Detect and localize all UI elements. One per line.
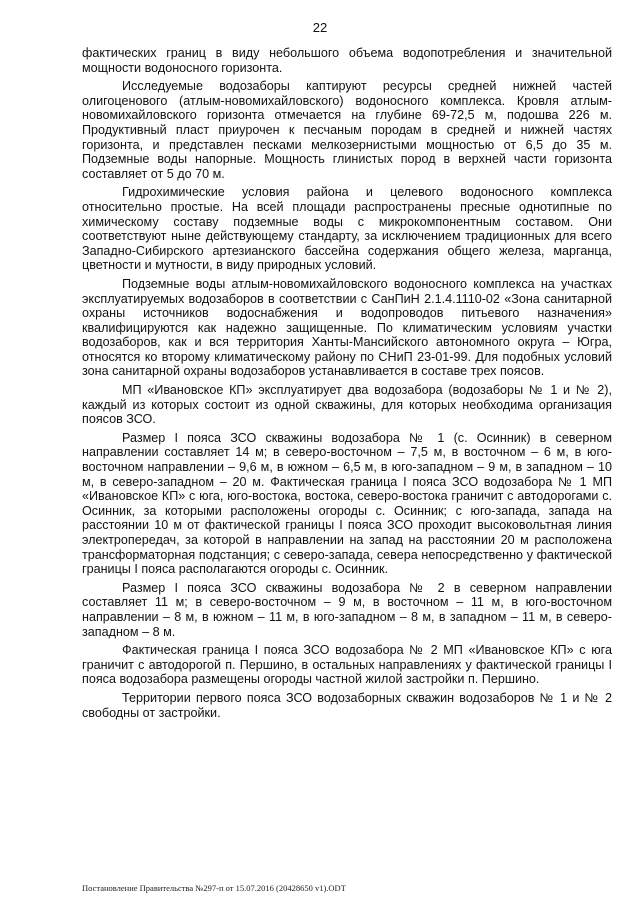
paragraph-8: Фактическая граница I пояса ЗСО водозабора № 2 МП «Ивановское КП» с юга граничит с автодорогой п. Першино, в остальных направлениях у фактической границы I пояса водозабора размещены огороды частной жилой застройки п. Першино. bbox=[82, 643, 612, 687]
paragraph-3: Гидрохимические условия района и целевого водоносного комплекса относительно простые. На всей площади распространены пресные однотипные по химическому составу подземные воды с микрокомпонентным составом. Они соответствуют ныне действующему стандарту, за исключением традиционных для всего Западно-Сибирского артезианского бассейна содержания общего железа, марганца, цветности и мутности, в виду природных условий. bbox=[82, 185, 612, 273]
paragraph-7: Размер I пояса ЗСО скважины водозабора № 2 в северном направлении составляет 11 м; в северо-восточном – 9 м, в восточном – 11 м, в юго-восточном направлении – 8 м, в южном – 11 м, в юго-западном – 8 м, в западном – 11 м, в северо-западном – 8 м. bbox=[82, 580, 612, 639]
paragraph-9: Территории первого пояса ЗСО водозаборных скважин водозаборов № 1 и № 2 свободны от застройки. bbox=[82, 690, 612, 720]
document-footer: Постановление Правительства №297-п от 15.07.2016 (20428650 v1).ODT bbox=[82, 883, 346, 893]
paragraph-5: МП «Ивановское КП» эксплуатирует два водозабора (водозаборы № 1 и № 2), каждый из которых состоит из одной скважины, для которых необходима организация поясов ЗСО. bbox=[82, 383, 612, 427]
page-number: 22 bbox=[312, 20, 328, 35]
paragraph-4: Подземные воды атлым-новомихайловского водоносного комплекса на участках эксплуатируемых водозаборов в соответствии с СанПиН 2.1.4.1110-02 «Зона санитарной охраны источников водоснабжения и водопроводов питьевого назначения» квалифицируются как надежно защищенные. По климатическим условиям участки водозаборов, как и вся территория Ханты-Мансийского автономного округа – Югра, относятся ко второму климатическому району по СНиП 23-01-99. Для подобных условий зона санитарной охраны водозаборов устанавливается в составе трех поясов. bbox=[82, 276, 612, 379]
paragraph-6: Размер I пояса ЗСО скважины водозабора № 1 (с. Осинник) в северном направлении составляет 14 м; в северо-восточном – 7,5 м, в восточном – 6 м, в юго-восточном направлении – 9,6 м, в южном – 6,5 м, в юго-западном – 9 м, в западном – 10 м, в северо-западном – 20 м. Фактическая граница I пояса ЗСО водозабора № 1 МП «Ивановское КП» с юга, юго-востока, востока, северо-востока граничит с автодорогами с. Осинник, за которыми расположены огороды с. Осинник; с юго-запада, запада на расстоянии 10 м от фактической границы I пояса ЗСО проходит высоковольтная линия электропередач, за которой в направлении на запад на расстоянии 20 м расположена трансформаторная подстанция; с северо-запада, севера непосредственно у фактической границы I пояса располагаются огороды с. Осинник. bbox=[82, 430, 612, 577]
paragraph-1: фактических границ в виду небольшого объема водопотребления и значительной мощности водоносного горизонта. bbox=[82, 46, 612, 75]
paragraph-2: Исследуемые водозаборы каптируют ресурсы средней нижней частей олигоценового (атлым-новомихайловского) водоносного комплекса. Кровля атлым-новомихайловского горизонта отмечается на глубине 69-72,5 м, подошва 226 м. Продуктивный пласт приурочен к песчаным породам в средней и нижней частях горизонта, и представлен песками мелкозернистыми мощностью от 6,5 до 35 м. Подземные воды напорные. Мощность глинистых пород в верхней части горизонта составляет от 5 до 70 м. bbox=[82, 79, 612, 181]
document-body bbox=[82, 46, 612, 724]
